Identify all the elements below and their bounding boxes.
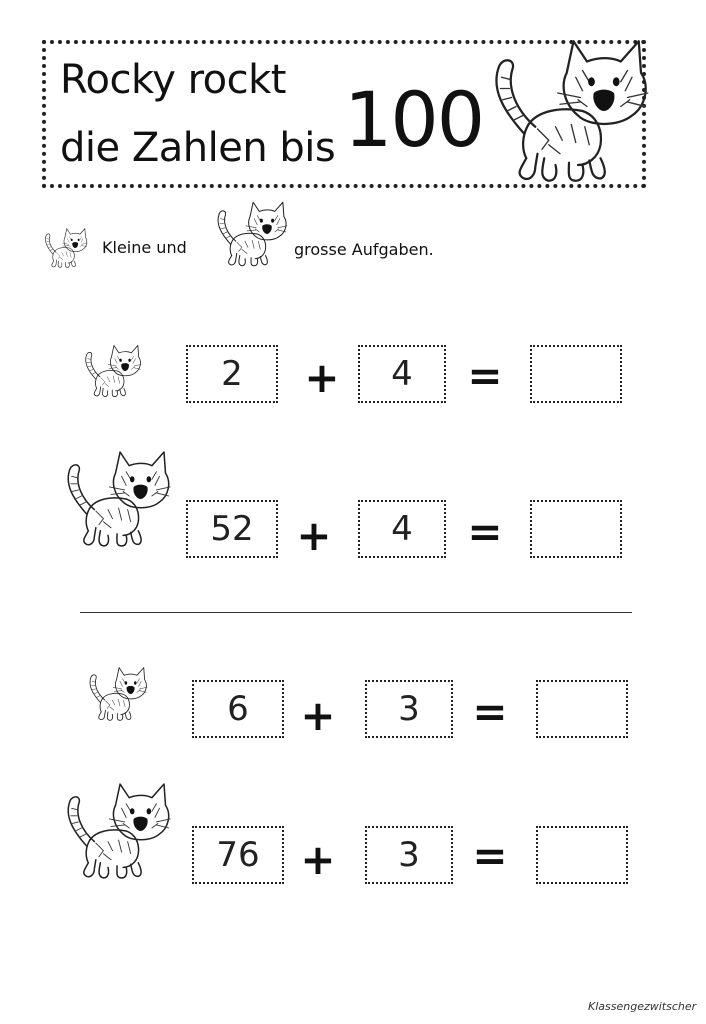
equals-sign: =	[467, 507, 503, 556]
addend-b-box: 4	[358, 345, 446, 403]
cat-illustration	[470, 32, 650, 190]
result-box[interactable]	[536, 826, 628, 884]
small-cat-icon	[80, 664, 148, 724]
addend-a-box: 6	[192, 680, 284, 738]
large-cat-icon	[50, 446, 172, 552]
equals-sign: =	[467, 351, 503, 400]
title-line-2: die Zahlen bis	[60, 125, 336, 171]
plus-sign: +	[296, 511, 332, 560]
plus-sign: +	[300, 835, 336, 884]
large-cat-icon	[50, 778, 172, 884]
result-box[interactable]	[530, 345, 622, 403]
addend-a-box: 2	[186, 345, 278, 403]
equals-sign: =	[472, 831, 508, 880]
addend-b-box: 3	[365, 826, 453, 884]
credit-text: Klassengezwitscher	[588, 1000, 697, 1013]
title-number: 100	[344, 75, 484, 164]
plus-sign: +	[300, 691, 336, 740]
result-box[interactable]	[530, 500, 622, 558]
equals-sign: =	[472, 687, 508, 736]
addend-b-box: 3	[365, 680, 453, 738]
subtitle-large: grosse Aufgaben.	[294, 240, 434, 259]
addend-a-box: 76	[192, 826, 284, 884]
result-box[interactable]	[536, 680, 628, 738]
section-divider	[80, 612, 632, 613]
large-cat-icon	[206, 198, 288, 270]
addend-a-box: 52	[186, 500, 278, 558]
plus-sign: +	[304, 353, 340, 402]
small-cat-icon	[38, 226, 88, 270]
addend-b-box: 4	[358, 500, 446, 558]
small-cat-icon	[76, 342, 142, 400]
subtitle-small: Kleine und	[102, 238, 187, 257]
title-line-1: Rocky rockt	[60, 57, 286, 103]
